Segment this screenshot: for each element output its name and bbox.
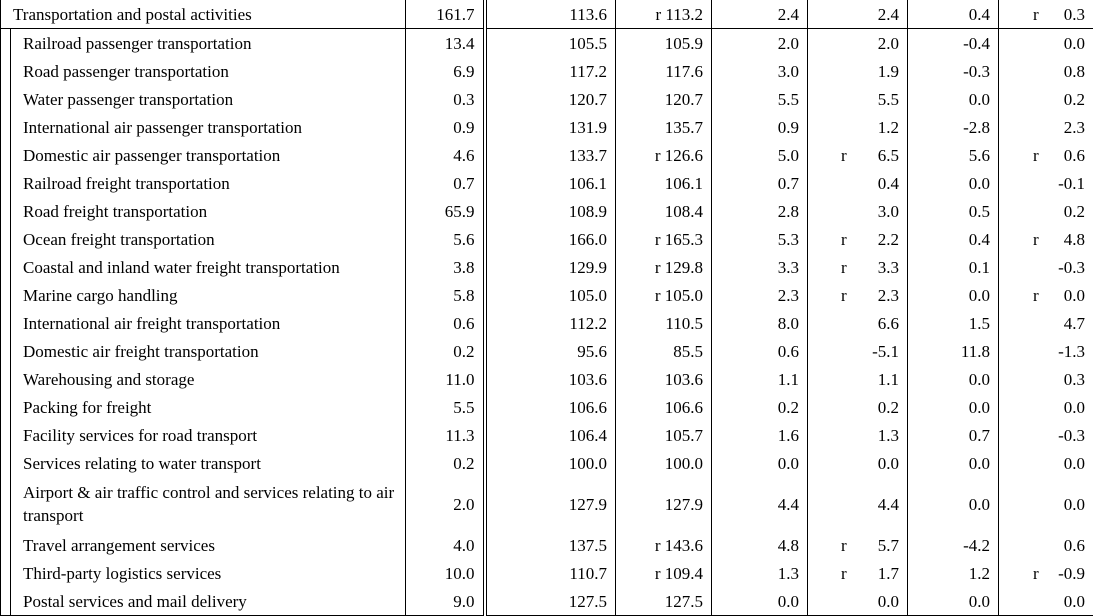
cell-value: -0.1 <box>1058 174 1085 193</box>
change-cell-1: 2.0 <box>712 29 808 58</box>
index-current-cell: 110.7 <box>485 559 616 587</box>
cell-value: 2.3 <box>1064 118 1085 137</box>
cell-value: 1.2 <box>878 118 899 137</box>
index-current-cell: 117.2 <box>485 57 616 85</box>
change-cell-1: 4.4 <box>712 477 808 531</box>
change-cell-4 <box>999 477 1093 531</box>
index-previous-cell: r 105.0 <box>616 281 712 309</box>
table-row <box>1 587 1093 616</box>
change-cell-1: 0.9 <box>712 113 808 141</box>
change-cell-2 <box>808 29 908 58</box>
index-current-cell: 106.4 <box>485 421 616 449</box>
change-cell-2 <box>808 531 908 559</box>
weight-cell: 161.7 <box>406 0 485 29</box>
change-cell-1: 1.3 <box>712 559 808 587</box>
cell-value: 0.0 <box>1064 495 1085 514</box>
cell-value: 2.4 <box>878 5 899 24</box>
change-cell-2 <box>808 197 908 225</box>
weight-cell: 65.9 <box>406 197 485 225</box>
cell-value: 0.0 <box>1064 34 1085 53</box>
change-cell-4 <box>999 85 1093 113</box>
row-label: Road passenger transportation <box>1 57 406 85</box>
row-label: Marine cargo handling <box>1 281 406 309</box>
change-cell-4 <box>999 29 1093 58</box>
change-cell-1: 1.6 <box>712 421 808 449</box>
index-current-cell: 127.5 <box>485 587 616 616</box>
index-current-cell: 131.9 <box>485 113 616 141</box>
weight-cell: 0.6 <box>406 309 485 337</box>
change-cell-3: -0.4 <box>908 29 999 58</box>
weight-cell: 0.9 <box>406 113 485 141</box>
table-row <box>1 559 1093 587</box>
index-current-cell: 105.0 <box>485 281 616 309</box>
change-cell-3: 0.0 <box>908 587 999 616</box>
change-cell-2 <box>808 365 908 393</box>
index-current-cell: 108.9 <box>485 197 616 225</box>
change-cell-2 <box>808 449 908 477</box>
cell-value: 0.6 <box>1064 146 1085 165</box>
change-cell-3: 5.6 <box>908 141 999 169</box>
cell-value: 1.7 <box>878 564 899 583</box>
row-label: Third-party logistics services <box>1 559 406 587</box>
change-cell-2 <box>808 253 908 281</box>
table-row <box>1 113 1093 141</box>
weight-cell: 0.3 <box>406 85 485 113</box>
change-cell-2 <box>808 421 908 449</box>
change-cell-4 <box>999 169 1093 197</box>
change-cell-1: 0.0 <box>712 587 808 616</box>
index-previous-cell: r 165.3 <box>616 225 712 253</box>
change-cell-4 <box>999 141 1093 169</box>
change-cell-1: 0.7 <box>712 169 808 197</box>
change-cell-1: 0.2 <box>712 393 808 421</box>
row-label: Postal services and mail delivery <box>1 587 406 616</box>
change-cell-3: 1.5 <box>908 309 999 337</box>
change-cell-1: 2.3 <box>712 281 808 309</box>
index-current-cell: 166.0 <box>485 225 616 253</box>
index-previous-cell: 105.9 <box>616 29 712 58</box>
cell-value: -1.3 <box>1058 342 1085 361</box>
weight-cell: 0.2 <box>406 449 485 477</box>
cell-value: 0.2 <box>1064 90 1085 109</box>
row-label: Transportation and postal activities <box>1 0 406 29</box>
row-label: Facility services for road transport <box>1 421 406 449</box>
cell-value: 2.2 <box>878 230 899 249</box>
weight-cell: 11.0 <box>406 365 485 393</box>
change-cell-4 <box>999 0 1093 29</box>
row-label: International air freight transportation <box>1 309 406 337</box>
row-label: Airport & air traffic control and services relating to air transport <box>1 477 406 531</box>
index-previous-cell: 105.7 <box>616 421 712 449</box>
change-cell-4 <box>999 225 1093 253</box>
table-row <box>1 421 1093 449</box>
weight-cell: 10.0 <box>406 559 485 587</box>
index-current-cell: 106.1 <box>485 169 616 197</box>
weight-cell: 4.6 <box>406 141 485 169</box>
weight-cell: 2.0 <box>406 477 485 531</box>
weight-cell: 0.2 <box>406 337 485 365</box>
change-cell-3: 0.0 <box>908 169 999 197</box>
change-cell-4 <box>999 393 1093 421</box>
change-cell-2 <box>808 141 908 169</box>
index-previous-cell: 117.6 <box>616 57 712 85</box>
change-cell-2 <box>808 309 908 337</box>
cell-value: 5.7 <box>878 536 899 555</box>
row-label: Coastal and inland water freight transportation <box>1 253 406 281</box>
index-previous-cell: r 109.4 <box>616 559 712 587</box>
row-label: Domestic air freight transportation <box>1 337 406 365</box>
table-row <box>1 253 1093 281</box>
revised-marker: r <box>841 286 847 305</box>
cell-value: 0.2 <box>878 398 899 417</box>
change-cell-2 <box>808 559 908 587</box>
change-cell-2 <box>808 393 908 421</box>
cell-value: 4.7 <box>1064 314 1085 333</box>
index-previous-cell: 127.9 <box>616 477 712 531</box>
change-cell-3: 0.0 <box>908 393 999 421</box>
change-cell-2 <box>808 0 908 29</box>
cell-value: 6.6 <box>878 314 899 333</box>
index-current-cell: 100.0 <box>485 449 616 477</box>
cell-value: -0.3 <box>1058 426 1085 445</box>
row-label: Services relating to water transport <box>1 449 406 477</box>
weight-cell: 5.5 <box>406 393 485 421</box>
revised-marker: r <box>1033 146 1039 165</box>
cell-value: 1.1 <box>878 370 899 389</box>
change-cell-4 <box>999 449 1093 477</box>
change-cell-4 <box>999 365 1093 393</box>
cell-value: -0.3 <box>1058 258 1085 277</box>
cell-value: 3.0 <box>878 202 899 221</box>
change-cell-2 <box>808 57 908 85</box>
index-current-cell: 105.5 <box>485 29 616 58</box>
cell-value: 0.3 <box>1064 370 1085 389</box>
index-current-cell: 129.9 <box>485 253 616 281</box>
change-cell-3: 0.4 <box>908 225 999 253</box>
table-row <box>1 309 1093 337</box>
revised-marker: r <box>1033 564 1039 583</box>
change-cell-2 <box>808 477 908 531</box>
revised-marker: r <box>841 230 847 249</box>
change-cell-2 <box>808 281 908 309</box>
change-cell-1: 4.8 <box>712 531 808 559</box>
change-cell-4 <box>999 337 1093 365</box>
index-previous-cell: 120.7 <box>616 85 712 113</box>
table-row <box>1 365 1093 393</box>
weight-cell: 13.4 <box>406 29 485 58</box>
cell-value: 0.0 <box>878 454 899 473</box>
table-row <box>1 29 1093 58</box>
cell-value: 0.6 <box>1064 536 1085 555</box>
revised-marker: r <box>1033 286 1039 305</box>
change-cell-1: 1.1 <box>712 365 808 393</box>
index-previous-cell: 110.5 <box>616 309 712 337</box>
cell-value: 0.2 <box>1064 202 1085 221</box>
change-cell-3: 0.0 <box>908 477 999 531</box>
row-label: Road freight transportation <box>1 197 406 225</box>
weight-cell: 5.6 <box>406 225 485 253</box>
revised-marker: r <box>1033 230 1039 249</box>
index-previous-cell: 127.5 <box>616 587 712 616</box>
index-current-cell: 137.5 <box>485 531 616 559</box>
weight-cell: 6.9 <box>406 57 485 85</box>
change-cell-1: 5.5 <box>712 85 808 113</box>
change-cell-2 <box>808 337 908 365</box>
index-previous-cell: 108.4 <box>616 197 712 225</box>
change-cell-3: 0.5 <box>908 197 999 225</box>
table-row <box>1 0 1093 29</box>
weight-cell: 3.8 <box>406 253 485 281</box>
change-cell-1: 0.0 <box>712 449 808 477</box>
change-cell-3: -4.2 <box>908 531 999 559</box>
row-label: Packing for freight <box>1 393 406 421</box>
change-cell-1: 5.0 <box>712 141 808 169</box>
change-cell-1: 0.6 <box>712 337 808 365</box>
weight-cell: 5.8 <box>406 281 485 309</box>
index-current-cell: 120.7 <box>485 85 616 113</box>
index-previous-cell: 103.6 <box>616 365 712 393</box>
weight-cell: 11.3 <box>406 421 485 449</box>
row-label: Travel arrangement services <box>1 531 406 559</box>
change-cell-4 <box>999 197 1093 225</box>
index-previous-cell: 135.7 <box>616 113 712 141</box>
change-cell-4 <box>999 421 1093 449</box>
cell-value: 4.8 <box>1064 230 1085 249</box>
change-cell-4 <box>999 587 1093 616</box>
cell-value: 5.5 <box>878 90 899 109</box>
change-cell-3: 1.2 <box>908 559 999 587</box>
change-cell-4 <box>999 559 1093 587</box>
cell-value: 0.0 <box>878 592 899 611</box>
change-cell-1: 3.0 <box>712 57 808 85</box>
cell-value: 0.3 <box>1064 5 1085 24</box>
change-cell-1: 8.0 <box>712 309 808 337</box>
index-current-cell: 133.7 <box>485 141 616 169</box>
table-row <box>1 169 1093 197</box>
cell-value: 6.5 <box>878 146 899 165</box>
change-cell-3: 0.0 <box>908 365 999 393</box>
table-row <box>1 225 1093 253</box>
index-previous-cell: r 113.2 <box>616 0 712 29</box>
table-row <box>1 281 1093 309</box>
change-cell-3: 0.1 <box>908 253 999 281</box>
weight-cell: 0.7 <box>406 169 485 197</box>
revised-marker: r <box>841 258 847 277</box>
table-row <box>1 337 1093 365</box>
cell-value: 1.9 <box>878 62 899 81</box>
weight-cell: 9.0 <box>406 587 485 616</box>
table-body <box>1 0 1093 616</box>
change-cell-2 <box>808 169 908 197</box>
change-cell-1: 5.3 <box>712 225 808 253</box>
cell-value: 4.4 <box>878 495 899 514</box>
cell-value: 1.3 <box>878 426 899 445</box>
index-current-cell: 112.2 <box>485 309 616 337</box>
index-current-cell: 106.6 <box>485 393 616 421</box>
table-row <box>1 393 1093 421</box>
table-row <box>1 531 1093 559</box>
change-cell-2 <box>808 113 908 141</box>
row-label: Warehousing and storage <box>1 365 406 393</box>
row-label: Water passenger transportation <box>1 85 406 113</box>
row-label: Railroad freight transportation <box>1 169 406 197</box>
table-row <box>1 197 1093 225</box>
cell-value: 0.0 <box>1064 398 1085 417</box>
change-cell-2 <box>808 587 908 616</box>
index-current-cell: 103.6 <box>485 365 616 393</box>
change-cell-4 <box>999 57 1093 85</box>
cell-value: 3.3 <box>878 258 899 277</box>
change-cell-4 <box>999 309 1093 337</box>
change-cell-2 <box>808 225 908 253</box>
index-previous-cell: r 129.8 <box>616 253 712 281</box>
change-cell-3: -2.8 <box>908 113 999 141</box>
index-previous-cell: 100.0 <box>616 449 712 477</box>
cell-value: 0.0 <box>1064 592 1085 611</box>
table-row <box>1 85 1093 113</box>
change-cell-1: 2.8 <box>712 197 808 225</box>
index-previous-cell: r 143.6 <box>616 531 712 559</box>
change-cell-4 <box>999 253 1093 281</box>
change-cell-1: 3.3 <box>712 253 808 281</box>
change-cell-3: 0.0 <box>908 281 999 309</box>
row-label: International air passenger transportation <box>1 113 406 141</box>
cell-value: 0.0 <box>1064 286 1085 305</box>
table-row <box>1 449 1093 477</box>
change-cell-3: 11.8 <box>908 337 999 365</box>
table-row <box>1 477 1093 531</box>
change-cell-3: -0.3 <box>908 57 999 85</box>
change-cell-4 <box>999 531 1093 559</box>
cell-value: -0.9 <box>1058 564 1085 583</box>
index-current-cell: 95.6 <box>485 337 616 365</box>
revised-marker: r <box>841 146 847 165</box>
cell-value: 2.0 <box>878 34 899 53</box>
index-previous-cell: 106.6 <box>616 393 712 421</box>
index-current-cell: 113.6 <box>485 0 616 29</box>
row-label: Railroad passenger transportation <box>1 29 406 58</box>
revised-marker: r <box>841 564 847 583</box>
change-cell-2 <box>808 85 908 113</box>
table-row <box>1 141 1093 169</box>
weight-cell: 4.0 <box>406 531 485 559</box>
cell-value: 0.4 <box>878 174 899 193</box>
row-label: Domestic air passenger transportation <box>1 141 406 169</box>
revised-marker: r <box>1033 5 1039 24</box>
revised-marker: r <box>841 536 847 555</box>
change-cell-4 <box>999 281 1093 309</box>
change-cell-3: 0.7 <box>908 421 999 449</box>
change-cell-3: 0.4 <box>908 0 999 29</box>
change-cell-3: 0.0 <box>908 85 999 113</box>
index-previous-cell: r 126.6 <box>616 141 712 169</box>
cell-value: 2.3 <box>878 286 899 305</box>
change-cell-1: 2.4 <box>712 0 808 29</box>
cell-value: 0.0 <box>1064 454 1085 473</box>
index-current-cell: 127.9 <box>485 477 616 531</box>
row-label: Ocean freight transportation <box>1 225 406 253</box>
change-cell-4 <box>999 113 1093 141</box>
cell-value: -5.1 <box>872 342 899 361</box>
index-previous-cell: 85.5 <box>616 337 712 365</box>
change-cell-3: 0.0 <box>908 449 999 477</box>
cell-value: 0.8 <box>1064 62 1085 81</box>
table-row <box>1 57 1093 85</box>
index-previous-cell: 106.1 <box>616 169 712 197</box>
